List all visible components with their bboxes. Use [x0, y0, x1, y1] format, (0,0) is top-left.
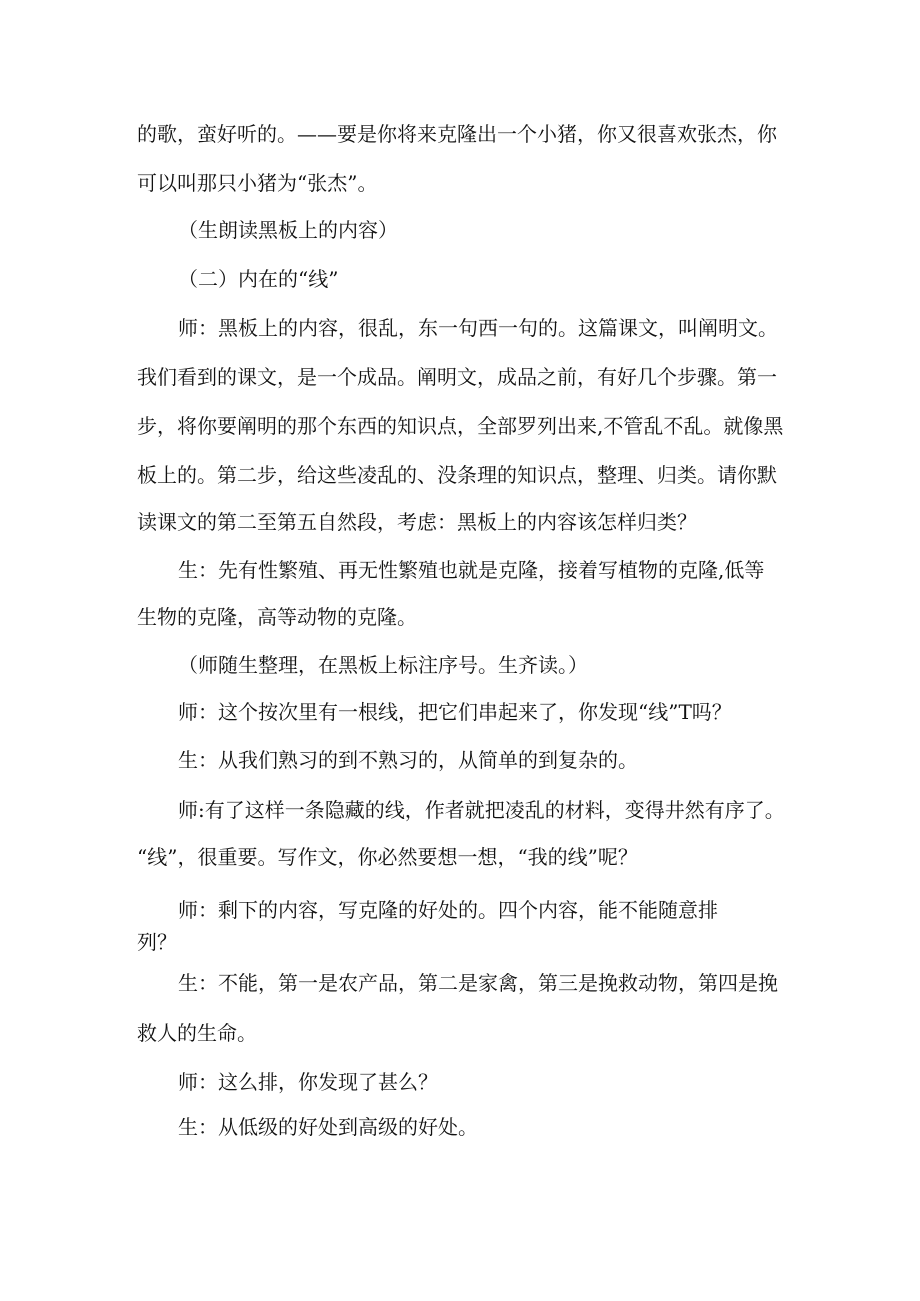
text-line: 师：剩下的内容，写克隆的好处的。四个内容，能不能随意排 [178, 898, 718, 922]
text-line: 师:有了这样一条隐藏的线，作者就把凌乱的材料，变得井然有序了。 [178, 798, 785, 822]
text-line: 读课文的第二至第五自然段，考虑：黑板上的内容该怎样归类？ [137, 510, 697, 534]
text-line: “线”，很重要。写作文，你必然要想一想，“我的线”呢？ [137, 845, 638, 869]
text-line: 生：不能，第一是农产品，第二是家禽，第三是挽救动物，第四是挽 [178, 971, 778, 995]
text-line: 板上的。第二步，给这些凌乱的、没条理的知识点，整理、归类。请你默 [137, 463, 777, 487]
text-line: 师：这么排，你发现了甚么？ [178, 1070, 438, 1094]
text-line: 师：黑板上的内容，很乱，东一句西一句的。这篇课文，叫阐明文。 [178, 316, 778, 340]
text-line: （师随生整理，在黑板上标注序号。生齐读。） [178, 653, 588, 677]
text-line: （生朗读黑板上的内容） [178, 218, 398, 242]
text-line: 师：这个按次里有一根线，把它们串起来了，你发现“线”T吗？ [178, 700, 732, 724]
text-line: 生：从我们熟习的到不熟习的，从简单的到复杂的。 [178, 748, 638, 772]
text-line: 救人的生命。 [137, 1021, 257, 1045]
text-line: 可以叫那只小猪为“张杰”。 [137, 171, 378, 195]
section-heading: （二）内在的“线” [178, 267, 339, 291]
text-line: 的歌，蛮好听的。——要是你将来克隆出一个小猪，你又很喜欢张杰，你 [137, 122, 777, 146]
text-line: 生：先有性繁殖、再无性繁殖也就是克隆，接着写植物的克隆,低等 [178, 558, 765, 582]
text-line: 生物的克隆，高等动物的克隆。 [137, 605, 417, 629]
text-line: 生：从低级的好处到高级的好处。 [178, 1115, 478, 1139]
text-line: 我们看到的课文，是一个成品。阐明文，成品之前，有好几个步骤。第一 [137, 365, 777, 389]
text-line: 列？ [137, 930, 177, 954]
text-line: 步，将你要阐明的那个东西的知识点，全部罗列出来,不管乱不乱。就像黑 [137, 414, 784, 438]
